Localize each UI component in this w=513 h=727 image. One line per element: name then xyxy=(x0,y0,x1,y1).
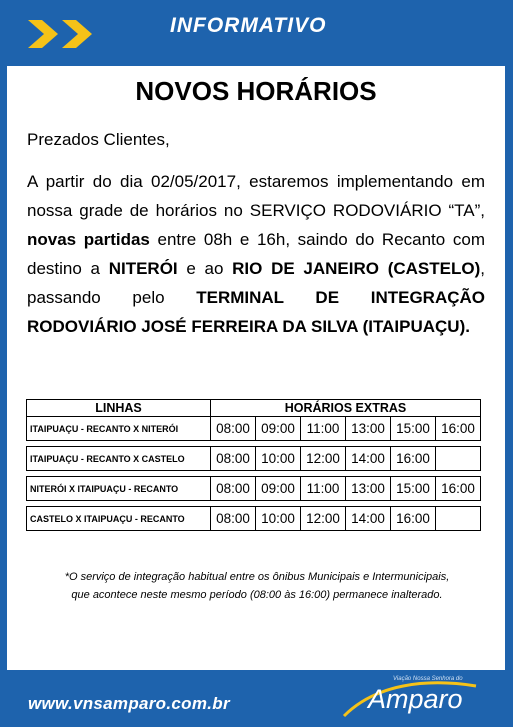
announcement-paragraph xyxy=(27,167,485,341)
time-cell: 08:00 xyxy=(211,507,256,531)
table-row xyxy=(27,417,481,441)
header-title: INFORMATIVO xyxy=(170,14,327,37)
time-cell: 13:00 xyxy=(346,477,391,501)
time-cell xyxy=(436,447,481,471)
column-header-times: HORÁRIOS EXTRAS xyxy=(211,400,481,417)
time-cell: 08:00 xyxy=(211,417,256,441)
time-cell: 16:00 xyxy=(391,507,436,531)
paragraph-segment: e ao xyxy=(177,259,233,278)
time-cell: 08:00 xyxy=(211,447,256,471)
paragraph-segment: A partir do dia 02/05/2017, estaremos implementando em nossa grade de horários no SERVIÇO RODOVIÁRIO “TA”, xyxy=(27,172,485,220)
line-name-cell: CASTELO X ITAIPUAÇU - RECANTO xyxy=(27,507,211,531)
paragraph-segment: , passando pelo xyxy=(27,259,485,307)
line-name-cell: ITAIPUAÇU - RECANTO X NITERÓI xyxy=(27,417,211,441)
logo-tagline: Viação Nossa Senhora do xyxy=(393,676,463,682)
time-cell: 15:00 xyxy=(391,477,436,501)
time-cell: 12:00 xyxy=(301,447,346,471)
table-row xyxy=(27,477,481,501)
paragraph-bold-segment: novas partidas xyxy=(27,230,150,249)
table-row xyxy=(27,447,481,471)
paragraph-bold-segment: RIO DE JANEIRO (CASTELO) xyxy=(232,259,481,278)
paragraph-segment: entre 08h e 16h, saindo do Recanto com destino a xyxy=(27,230,485,278)
time-cell: 09:00 xyxy=(256,417,301,441)
time-cell: 16:00 xyxy=(391,447,436,471)
content-panel xyxy=(7,66,505,670)
page-title: NOVOS HORÁRIOS xyxy=(135,76,377,106)
table-row xyxy=(27,507,481,531)
footnote-line-2: que acontece neste mesmo período (08:00 às 16:00) permanece inalterado. xyxy=(71,589,443,601)
time-cell: 11:00 xyxy=(301,417,346,441)
time-cell xyxy=(436,507,481,531)
time-cell: 09:00 xyxy=(256,477,301,501)
chevron-right-icon xyxy=(62,14,102,54)
time-cell: 13:00 xyxy=(346,417,391,441)
column-header-lines: LINHAS xyxy=(27,400,211,417)
footnote xyxy=(27,568,487,604)
time-cell: 10:00 xyxy=(256,507,301,531)
schedule-table xyxy=(26,399,481,531)
greeting: Prezados Clientes, xyxy=(27,130,170,149)
line-name-cell: NITERÓI X ITAIPUAÇU - RECANTO xyxy=(27,477,211,501)
time-cell: 11:00 xyxy=(301,477,346,501)
paragraph-bold-segment: TERMINAL DE INTEGRAÇÃO RODOVIÁRIO JOSÉ FERREIRA DA SILVA (ITAIPUAÇU). xyxy=(27,288,485,336)
footnote-line-1: *O serviço de integração habitual entre os ônibus Municipais e Intermunicipais, xyxy=(64,571,450,583)
header-bar xyxy=(0,0,513,65)
time-cell: 16:00 xyxy=(436,417,481,441)
logo-wordmark: Amparo xyxy=(368,684,463,714)
time-cell: 12:00 xyxy=(301,507,346,531)
time-cell: 14:00 xyxy=(346,507,391,531)
paragraph-bold-segment: NITERÓI xyxy=(108,259,178,278)
time-cell: 16:00 xyxy=(436,477,481,501)
line-name-cell: ITAIPUAÇU - RECANTO X CASTELO xyxy=(27,447,211,471)
time-cell: 15:00 xyxy=(391,417,436,441)
table-header-row xyxy=(27,400,481,417)
time-cell: 14:00 xyxy=(346,447,391,471)
website-link[interactable]: www.vnsamparo.com.br xyxy=(28,694,230,713)
time-cell: 10:00 xyxy=(256,447,301,471)
time-cell: 08:00 xyxy=(211,477,256,501)
